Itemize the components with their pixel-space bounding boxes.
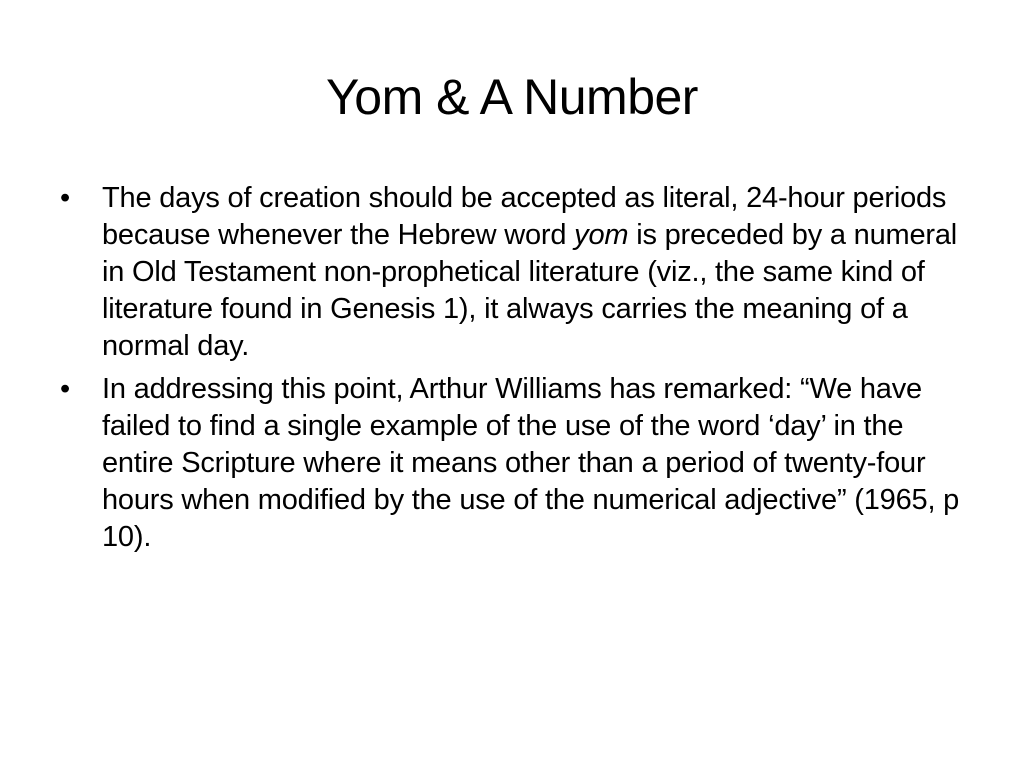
bullet-item-yom-numeral <box>60 180 970 365</box>
slide-title: Yom & A Number <box>326 69 698 125</box>
bullet-item-williams-quote <box>60 371 970 556</box>
bullet-point-icon: • <box>60 182 70 214</box>
bullet-list <box>60 180 970 562</box>
bullet-point-icon: • <box>60 373 70 405</box>
bullet-text-part: The days of creation should be accepted as literal, 24-hour periods because whenever the Hebrew word <box>102 182 947 251</box>
bullet-text-part: is preceded by a numeral in Old Testament non-prophetical literature (viz., the same kind of literature found in Genesis 1), it always carries the meaning of a normal day. <box>102 219 958 362</box>
italic-term-yom: yom <box>574 219 629 251</box>
bullet-text: In addressing this point, Arthur Williams has remarked: “We have failed to find a single example of the use of the word ‘day’ in the entire Scripture where it means other than a period of twenty-four hours when modified by the use of the numerical adjective” (1965, p 10). <box>102 373 960 553</box>
